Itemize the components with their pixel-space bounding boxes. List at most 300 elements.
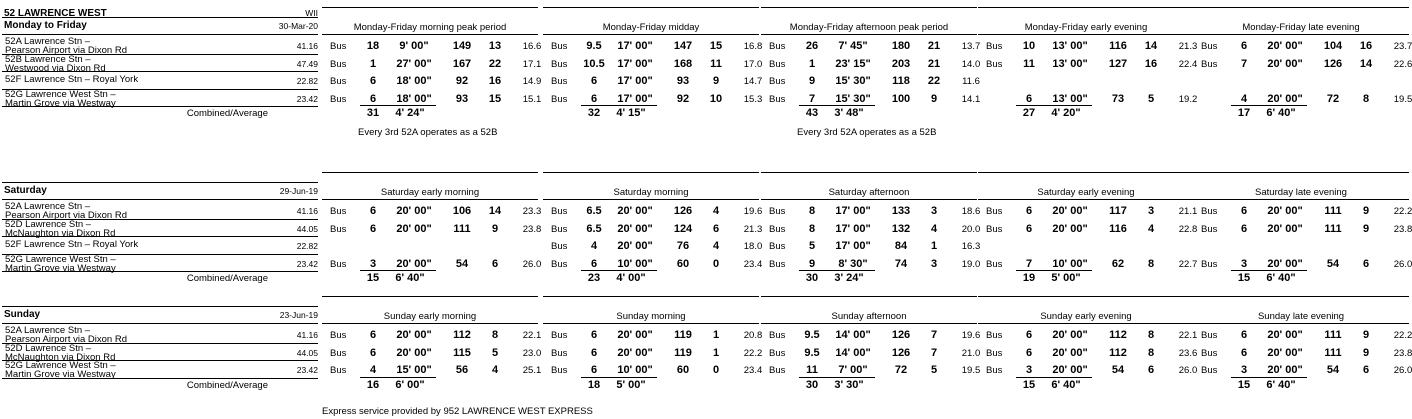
recovery-time: 1 <box>712 346 720 359</box>
round-trip-time: 126 <box>673 205 693 217</box>
vehicles-count: 9.5 <box>586 40 602 52</box>
combined-vehicles: 15 <box>1237 378 1251 391</box>
vehicles-count: 7 <box>1025 257 1033 270</box>
headway: 13' 00" <box>1052 57 1088 70</box>
round-trip-time: 84 <box>894 240 908 252</box>
vehicles-count: 8 <box>808 205 816 217</box>
recovery-time: 6 <box>1362 364 1370 376</box>
average-speed: 15.1 <box>522 93 542 105</box>
round-trip-time: 100 <box>891 92 911 105</box>
headway: 20' 00" <box>396 222 432 235</box>
headway: 17' 00" <box>617 92 653 105</box>
section-header-rule <box>2 199 318 200</box>
combined-headway: 4' 00" <box>616 272 646 284</box>
vehicles-count: 18 <box>366 40 380 52</box>
route-name-line: 52F Lawrence Stn – Royal York <box>5 239 139 250</box>
vehicles-count: 3 <box>369 257 377 270</box>
page-title: 52 LAWRENCE WEST <box>4 8 107 19</box>
vehicles-count: 6 <box>1240 205 1248 217</box>
recovery-time: 0 <box>712 364 720 376</box>
headway: 14' 00" <box>835 329 871 341</box>
vehicle-type: Bus <box>1201 223 1218 235</box>
vehicles-count: 6 <box>369 346 377 359</box>
route-name-line: 52A Lawrence Stn – <box>5 201 91 212</box>
vehicles-count: 6 <box>590 364 598 376</box>
vehicles-count: 9.5 <box>804 329 820 341</box>
round-trip-time: 72 <box>1326 92 1340 105</box>
footer-note: Express service provided by 952 LAWRENCE WEST EXPRESS <box>322 406 593 417</box>
vehicles-count: 4 <box>590 240 598 252</box>
headway: 20' 00" <box>396 346 432 359</box>
recovery-time: 5 <box>1147 92 1155 105</box>
vehicle-type: Bus <box>769 76 786 87</box>
vehicles-count: 10.5 <box>583 57 605 70</box>
round-trip-time: 60 <box>676 364 690 376</box>
headway: 17' 00" <box>835 222 871 235</box>
period-title-rule <box>543 323 759 324</box>
recovery-time: 8 <box>1362 92 1370 105</box>
combined-vehicles: 31 <box>366 107 380 119</box>
headway: 20' 00" <box>1052 364 1088 376</box>
period-title-rule <box>1193 323 1409 324</box>
average-speed: 26.0 <box>1393 258 1412 270</box>
headway: 20' 00" <box>1267 257 1303 270</box>
recovery-time: 4 <box>491 364 499 376</box>
vehicles-count: 6 <box>369 329 377 341</box>
round-trip-time: 180 <box>891 40 911 52</box>
headway: 20' 00" <box>1052 329 1088 341</box>
round-trip-time: 112 <box>453 329 471 341</box>
section-name: Monday to Friday <box>4 20 87 31</box>
average-speed: 19.6 <box>961 330 981 341</box>
service-note: Every 3rd 52A operates as a 52B <box>358 127 498 138</box>
vehicles-count: 6 <box>1025 222 1033 235</box>
headway: 20' 00" <box>396 205 432 217</box>
vehicle-type: Bus <box>986 58 1003 70</box>
headway: 20' 00" <box>1267 346 1303 359</box>
round-trip-time: 203 <box>891 57 911 70</box>
recovery-time: 21 <box>927 40 941 52</box>
vehicle-type: Bus <box>769 241 786 252</box>
average-speed: 19.5 <box>961 365 981 376</box>
combined-headway: 3' 48" <box>834 107 864 119</box>
round-trip-time: 60 <box>676 257 690 270</box>
vehicle-type: Bus <box>1201 206 1218 217</box>
vehicle-type: Bus <box>1201 41 1218 52</box>
route-distance: 44.05 <box>296 347 318 358</box>
combined-vehicles: 32 <box>587 107 601 119</box>
period-title-rule <box>978 199 1194 200</box>
recovery-time: 6 <box>491 257 499 270</box>
average-speed: 23.4 <box>743 258 763 270</box>
period-top-rule <box>978 172 1194 173</box>
combined-rule <box>1231 270 1307 271</box>
round-trip-time: 111 <box>1324 329 1342 341</box>
average-speed: 26.0 <box>522 258 542 270</box>
route-name-line: 52A Lawrence Stn – <box>5 325 91 336</box>
vehicles-count: 6 <box>369 92 377 105</box>
recovery-time: 15 <box>488 92 502 105</box>
recovery-time: 8 <box>1147 329 1155 341</box>
average-speed: 23.0 <box>522 347 542 359</box>
period-top-rule <box>761 7 977 8</box>
vehicle-type: Bus <box>551 241 568 252</box>
round-trip-time: 54 <box>1111 364 1125 376</box>
recovery-time: 22 <box>927 75 941 87</box>
headway: 17' 00" <box>617 57 653 70</box>
combined-headway: 5' 00" <box>616 378 646 391</box>
recovery-time: 9 <box>930 92 938 105</box>
headway: 18' 00" <box>396 75 432 87</box>
recovery-time: 7 <box>930 346 938 359</box>
vehicles-count: 6.5 <box>586 222 602 235</box>
route-distance: 41.16 <box>296 41 318 51</box>
recovery-time: 16 <box>1144 57 1158 70</box>
vehicles-count: 6 <box>1025 205 1033 217</box>
combined-headway: 6' 40" <box>395 272 425 284</box>
route-name-line: 52B Lawrence Stn – <box>5 53 91 65</box>
period-top-rule <box>543 172 759 173</box>
headway: 13' 00" <box>1052 92 1088 105</box>
round-trip-time: 93 <box>455 92 469 105</box>
vehicle-type: Bus <box>1201 330 1218 341</box>
combined-vehicles: 15 <box>366 272 380 284</box>
vehicles-count: 9 <box>808 257 816 270</box>
route-row-rule <box>2 378 318 379</box>
vehicle-type: Bus <box>330 41 347 52</box>
route-name-line: 52G Lawrence West Stn – <box>5 253 116 265</box>
combined-headway: 3' 30" <box>834 378 864 391</box>
combined-rule <box>1231 105 1307 106</box>
vehicles-count: 11 <box>806 364 818 376</box>
combined-vehicles: 30 <box>805 378 819 391</box>
round-trip-time: 149 <box>452 40 472 52</box>
period-title-rule <box>543 34 759 35</box>
average-speed: 23.6 <box>1178 347 1198 359</box>
combined-rule <box>1016 377 1092 378</box>
average-speed: 18.6 <box>961 206 981 217</box>
combined-headway: 4' 24" <box>395 107 425 119</box>
section-date: 23-Jun-19 <box>279 310 318 320</box>
headway: 20' 00" <box>396 329 432 341</box>
headway: 20' 00" <box>396 257 432 270</box>
headway: 20' 00" <box>617 329 653 341</box>
average-speed: 23.8 <box>1393 347 1412 359</box>
average-speed: 23.8 <box>1393 223 1412 235</box>
combined-rule <box>360 105 436 106</box>
headway: 20' 00" <box>617 222 653 235</box>
recovery-time: 9 <box>491 222 499 235</box>
recovery-time: 16 <box>488 75 502 87</box>
route-row-rule <box>2 271 318 272</box>
headway: 20' 00" <box>617 346 653 359</box>
headway: 10' 00" <box>617 364 653 376</box>
headway: 17' 00" <box>835 205 871 217</box>
vehicle-type: Bus <box>330 347 347 359</box>
vehicles-count: 8 <box>808 222 816 235</box>
route-name-line: Pearson Airport via Dixon Rd <box>5 210 127 221</box>
average-speed: 14.1 <box>961 93 981 105</box>
average-speed: 18.0 <box>743 241 763 252</box>
combined-label: Combined/Average <box>186 273 268 284</box>
route-name-line: 52D Lawrence Stn – <box>5 342 92 354</box>
headway: 17' 00" <box>617 75 653 87</box>
vehicle-type: Bus <box>551 93 568 105</box>
average-speed: 16.6 <box>522 41 542 52</box>
round-trip-time: 168 <box>673 57 693 70</box>
combined-vehicles: 17 <box>1237 107 1251 119</box>
recovery-time: 4 <box>712 205 720 217</box>
average-speed: 23.8 <box>522 223 542 235</box>
period-title: Saturday early evening <box>1037 187 1135 198</box>
round-trip-time: 132 <box>891 222 911 235</box>
vehicle-type: Bus <box>769 347 786 359</box>
vehicles-count: 6 <box>1240 222 1248 235</box>
combined-rule <box>581 105 657 106</box>
period-title: Sunday late evening <box>1257 311 1345 322</box>
route-name-line: Pearson Airport via Dixon Rd <box>5 45 127 56</box>
vehicles-count: 6 <box>590 257 598 270</box>
recovery-time: 14 <box>1359 57 1373 70</box>
vehicles-count: 26 <box>805 40 819 52</box>
recovery-time: 8 <box>1147 346 1155 359</box>
combined-rule <box>1231 377 1307 378</box>
vehicles-count: 6 <box>1240 346 1248 359</box>
period-title: Saturday morning <box>613 187 689 198</box>
headway: 27' 00" <box>396 57 432 70</box>
vehicles-count: 7 <box>1240 57 1248 70</box>
route-distance: 23.42 <box>296 93 318 104</box>
average-speed: 22.1 <box>1178 330 1198 341</box>
vehicles-count: 9.5 <box>804 346 820 359</box>
recovery-time: 14 <box>1144 40 1158 52</box>
recovery-time: 7 <box>930 329 938 341</box>
route-distance: 41.16 <box>296 206 318 216</box>
section-header-rule <box>2 34 318 35</box>
vehicles-count: 11 <box>1023 57 1035 70</box>
period-top-rule <box>1193 7 1409 8</box>
average-speed: 22.6 <box>1393 58 1412 70</box>
recovery-time: 1 <box>930 240 938 252</box>
combined-headway: 4' 20" <box>1051 107 1081 119</box>
recovery-time: 10 <box>709 92 723 105</box>
headway: 9' 00" <box>399 40 429 52</box>
period-title: Sunday morning <box>616 311 686 322</box>
route-row-rule <box>2 106 318 107</box>
period-title: Sunday afternoon <box>831 311 907 322</box>
round-trip-time: 167 <box>452 57 472 70</box>
vehicles-count: 3 <box>1240 364 1248 376</box>
combined-rule <box>360 270 436 271</box>
round-trip-time: 76 <box>676 240 690 252</box>
recovery-time: 9 <box>1362 346 1370 359</box>
vehicle-type: Bus <box>330 330 347 341</box>
vehicles-count: 6 <box>369 75 377 87</box>
period-top-rule <box>1193 296 1409 297</box>
vehicles-count: 6 <box>1240 40 1248 52</box>
round-trip-time: 112 <box>1109 329 1127 341</box>
route-distance: 44.05 <box>296 223 318 234</box>
recovery-time: 4 <box>712 240 720 252</box>
round-trip-time: 126 <box>1323 57 1343 70</box>
period-top-rule <box>978 296 1194 297</box>
vehicle-type: Bus <box>769 365 786 376</box>
round-trip-time: 119 <box>674 329 692 341</box>
service-note: Every 3rd 52A operates as a 52B <box>797 127 937 138</box>
recovery-time: 8 <box>1147 257 1155 270</box>
vehicle-type: Bus <box>551 347 568 359</box>
vehicle-type: Bus <box>986 206 1003 217</box>
recovery-time: 9 <box>1362 222 1370 235</box>
route-name-line: 52F Lawrence Stn – Royal York <box>5 74 139 85</box>
average-speed: 25.1 <box>522 365 542 376</box>
route-distance: 41.16 <box>296 330 318 340</box>
period-top-rule <box>761 296 977 297</box>
average-speed: 26.0 <box>1178 365 1198 376</box>
period-title-rule <box>543 199 759 200</box>
round-trip-time: 124 <box>673 222 693 235</box>
headway: 20' 00" <box>1267 222 1303 235</box>
average-speed: 22.7 <box>1178 258 1198 270</box>
period-title: Saturday early morning <box>380 187 480 198</box>
route-row-rule <box>2 236 318 237</box>
average-speed: 22.1 <box>522 330 542 341</box>
recovery-time: 22 <box>488 57 502 70</box>
recovery-time: 6 <box>1147 364 1155 376</box>
combined-headway: 6' 40" <box>1051 378 1081 391</box>
vehicles-count: 6 <box>590 92 598 105</box>
route-distance: 22.82 <box>296 76 318 86</box>
section-name: Sunday <box>4 309 41 320</box>
period-top-rule <box>322 296 538 297</box>
round-trip-time: 126 <box>891 329 911 341</box>
period-title: Monday-Friday late evening <box>1242 22 1360 33</box>
average-speed: 21.3 <box>743 223 763 235</box>
average-speed: 13.7 <box>961 41 981 52</box>
period-title: Saturday late evening <box>1255 187 1347 198</box>
combined-vehicles: 16 <box>366 378 380 391</box>
round-trip-time: 54 <box>1326 364 1340 376</box>
average-speed: 23.7 <box>1393 41 1412 52</box>
recovery-time: 3 <box>930 257 938 270</box>
period-title-rule <box>978 323 1194 324</box>
recovery-time: 15 <box>709 40 723 52</box>
vehicle-type: Bus <box>769 93 786 105</box>
vehicle-type: Bus <box>986 347 1003 359</box>
average-speed: 16.3 <box>961 241 981 252</box>
vehicle-type: Bus <box>551 76 568 87</box>
recovery-time: 5 <box>930 364 938 376</box>
period-title-rule <box>322 34 538 35</box>
recovery-time: 11 <box>710 57 722 70</box>
vehicle-type: Bus <box>551 330 568 341</box>
combined-vehicles: 15 <box>1022 378 1036 391</box>
vehicle-type: Bus <box>986 330 1003 341</box>
section-date: 29-Jun-19 <box>279 186 318 196</box>
vehicles-count: 3 <box>1240 257 1248 270</box>
route-name-line: Martin Grove via Westway <box>5 97 116 109</box>
recovery-time: 9 <box>712 75 720 87</box>
vehicle-type: Bus <box>330 93 347 105</box>
period-title-rule <box>761 199 977 200</box>
period-top-rule <box>978 7 1194 8</box>
round-trip-time: 54 <box>1326 257 1340 270</box>
average-speed: 11.6 <box>962 76 980 87</box>
round-trip-time: 116 <box>1109 40 1127 52</box>
combined-headway: 6' 40" <box>1266 272 1296 284</box>
headway: 15' 30" <box>835 75 871 87</box>
recovery-time: 6 <box>1362 257 1370 270</box>
vehicle-type: Bus <box>330 206 347 217</box>
average-speed: 21.0 <box>961 347 981 359</box>
headway: 15' 30" <box>835 92 871 105</box>
combined-rule <box>1016 270 1092 271</box>
vehicle-type: Bus <box>551 223 568 235</box>
route-row-rule <box>2 71 318 72</box>
average-speed: 17.1 <box>522 58 542 70</box>
round-trip-time: 93 <box>676 75 690 87</box>
recovery-time: 0 <box>712 257 720 270</box>
vehicles-count: 6 <box>1025 92 1033 105</box>
vehicles-count: 6 <box>590 346 598 359</box>
combined-vehicles: 19 <box>1022 272 1036 284</box>
average-speed: 23.3 <box>522 206 542 217</box>
route-name-line: Westwood via Dixon Rd <box>5 62 106 74</box>
combined-headway: 6' 40" <box>1266 107 1296 119</box>
average-speed: 21.3 <box>1178 41 1198 52</box>
combined-vehicles: 27 <box>1022 107 1036 119</box>
period-title: Monday-Friday early evening <box>1024 22 1148 33</box>
combined-rule <box>360 377 436 378</box>
combined-headway: 6' 40" <box>1266 378 1296 391</box>
combined-rule <box>799 270 875 271</box>
vehicle-type: Bus <box>769 330 786 341</box>
period-top-rule <box>322 172 538 173</box>
average-speed: 26.0 <box>1393 365 1412 376</box>
combined-label: Combined/Average <box>186 108 268 119</box>
vehicles-count: 4 <box>369 364 377 376</box>
round-trip-time: 56 <box>455 364 469 376</box>
recovery-time: 21 <box>927 57 941 70</box>
vehicle-type: Bus <box>1201 347 1218 359</box>
vehicle-type: Bus <box>1201 258 1218 270</box>
round-trip-time: 73 <box>1111 92 1125 105</box>
headway: 20' 00" <box>1052 222 1088 235</box>
headway: 20' 00" <box>1267 40 1303 52</box>
average-speed: 22.2 <box>1393 330 1412 341</box>
section-date: 30-Mar-20 <box>278 21 318 31</box>
period-top-rule <box>543 7 759 8</box>
headway: 10' 00" <box>1052 257 1088 270</box>
average-speed: 14.7 <box>743 76 763 87</box>
period-top-rule <box>543 296 759 297</box>
headway: 17' 00" <box>835 240 871 252</box>
route-name-line: 52A Lawrence Stn – <box>5 36 91 47</box>
period-top-rule <box>1193 172 1409 173</box>
period-title: Sunday early evening <box>1040 311 1132 322</box>
schedule-code: WII <box>305 8 318 18</box>
average-speed: 14.9 <box>522 76 542 87</box>
vehicles-count: 6 <box>590 329 598 341</box>
average-speed: 22.8 <box>1178 223 1198 235</box>
recovery-time: 9 <box>1362 205 1370 217</box>
headway: 20' 00" <box>1267 329 1303 341</box>
recovery-time: 13 <box>488 40 502 52</box>
average-speed: 17.0 <box>743 58 763 70</box>
combined-vehicles: 18 <box>587 378 601 391</box>
vehicle-type: Bus <box>769 58 786 70</box>
vehicles-count: 5 <box>808 240 816 252</box>
